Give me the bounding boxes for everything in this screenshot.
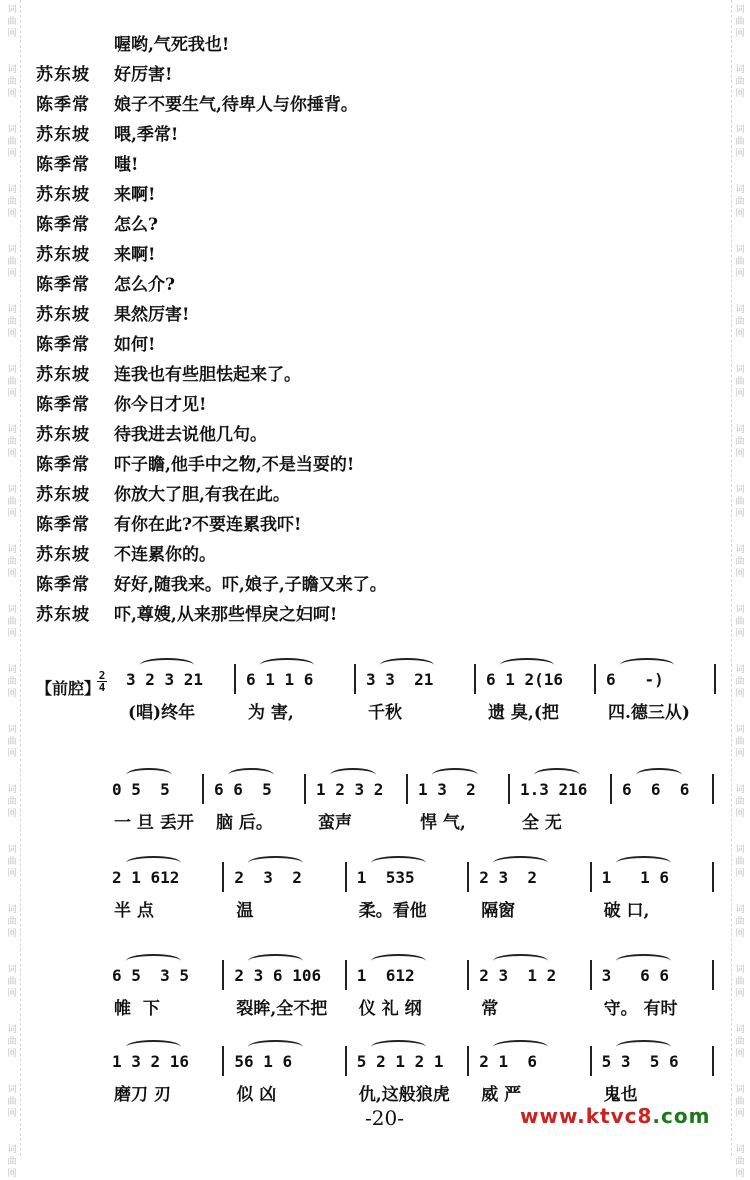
bar-line bbox=[222, 862, 224, 892]
watermark-seal: 词 曲 网 bbox=[7, 845, 17, 879]
dialogue-line bbox=[36, 510, 301, 540]
measure-notes: 6 -) bbox=[606, 670, 664, 689]
watermark-seal: 词 曲 网 bbox=[7, 65, 17, 99]
slur-mark bbox=[616, 954, 671, 968]
measure-notes: 6 6 6 bbox=[622, 780, 690, 799]
speaker-name: 苏东坡 bbox=[36, 545, 90, 565]
watermark-seal: 词 曲 网 bbox=[7, 665, 17, 699]
measure-notes: 3 6 6 bbox=[601, 966, 670, 985]
bar-line bbox=[467, 862, 469, 892]
lyric-text: 守。 有时 bbox=[603, 999, 678, 1019]
bar-line bbox=[354, 664, 356, 694]
right-watermark-strip bbox=[731, 0, 748, 1179]
meter-top: 2 bbox=[98, 669, 106, 682]
watermark-seal: 词 曲 网 bbox=[7, 5, 17, 39]
watermark-seal: 词 曲 网 bbox=[7, 485, 17, 519]
slur-mark bbox=[616, 1040, 671, 1054]
speaker-name: 陈季常 bbox=[36, 275, 90, 295]
slur-mark bbox=[616, 856, 671, 870]
measure-notes: 2 3 6 106 bbox=[234, 966, 322, 985]
dialogue-line bbox=[36, 330, 155, 360]
page-number: -20- bbox=[365, 1106, 404, 1130]
bar-line bbox=[222, 960, 224, 990]
slur-mark bbox=[534, 768, 580, 782]
measure-notes: 1 3 2 16 bbox=[112, 1052, 190, 1071]
dialogue-line bbox=[36, 120, 178, 150]
lyric-text: 常 bbox=[481, 999, 499, 1019]
time-signature bbox=[97, 670, 107, 693]
speech-text: 不连累你的。 bbox=[114, 545, 216, 565]
speech-text: 怎么? bbox=[114, 215, 158, 235]
watermark-seal: 词 曲 网 bbox=[7, 425, 17, 459]
dialogue-line bbox=[36, 60, 172, 90]
measure-notes: 5 3 5 6 bbox=[601, 1052, 679, 1071]
speech-text: 你今日才见! bbox=[114, 395, 207, 415]
lyric-text: 脑 后。 bbox=[216, 813, 273, 833]
notes-row bbox=[104, 1046, 724, 1076]
dialogue-line bbox=[36, 180, 155, 210]
slur-mark bbox=[140, 658, 194, 672]
lyric-text: 蛮声 bbox=[318, 813, 352, 833]
measure-notes: 3 2 3 21 bbox=[126, 670, 204, 689]
speaker-name: 苏东坡 bbox=[36, 605, 90, 625]
speech-text: 喂,季常! bbox=[114, 125, 179, 145]
left-watermark-strip bbox=[4, 0, 21, 1179]
speaker-name: 苏东坡 bbox=[36, 125, 90, 145]
measure-notes: 2 1 612 bbox=[112, 868, 180, 887]
measure-notes: 2 1 6 bbox=[479, 1052, 537, 1071]
slur-mark bbox=[493, 856, 548, 870]
site-part-1: www. bbox=[520, 1104, 586, 1128]
dialogue-line bbox=[36, 600, 337, 630]
watermark-seal: 词 曲 网 bbox=[735, 65, 745, 99]
lyric-text: 裂眸,全不把 bbox=[236, 999, 328, 1019]
slur-mark bbox=[500, 658, 554, 672]
speaker-name: 陈季常 bbox=[36, 215, 90, 235]
bar-line bbox=[222, 1046, 224, 1076]
dialogue-line bbox=[36, 90, 358, 120]
watermark-seal: 词 曲 网 bbox=[735, 245, 745, 279]
bar-line bbox=[345, 960, 347, 990]
slur-mark bbox=[126, 1040, 181, 1054]
speech-text: 好厉害! bbox=[114, 65, 173, 85]
speech-text: 如何! bbox=[114, 335, 156, 355]
dialogue-line bbox=[36, 300, 189, 330]
measure-notes: 3 3 21 bbox=[366, 670, 434, 689]
slur-mark bbox=[228, 768, 274, 782]
watermark-seal: 词 曲 网 bbox=[735, 1145, 745, 1179]
bar-line bbox=[234, 664, 236, 694]
watermark-seal: 词 曲 网 bbox=[735, 5, 745, 39]
bar-line bbox=[712, 960, 714, 990]
bar-line bbox=[202, 774, 204, 804]
watermark-seal: 词 曲 网 bbox=[735, 545, 745, 579]
bar-line bbox=[590, 960, 592, 990]
bar-line bbox=[594, 664, 596, 694]
site-watermark-logo bbox=[520, 1104, 710, 1128]
measure-notes: 1 2 3 2 bbox=[316, 780, 384, 799]
lyric-text: 四.德三从) bbox=[608, 703, 690, 723]
measure-notes: 2 3 2 bbox=[479, 868, 537, 887]
watermark-seal: 词 曲 网 bbox=[7, 725, 17, 759]
slur-mark bbox=[620, 658, 674, 672]
watermark-seal: 词 曲 网 bbox=[735, 125, 745, 159]
bar-line bbox=[467, 960, 469, 990]
speech-text: 吓,尊嫂,从来那些悍戾之妇呵! bbox=[114, 605, 338, 625]
measure-notes: 6 1 1 6 bbox=[246, 670, 314, 689]
lyric-text: 千秋 bbox=[368, 703, 402, 723]
speaker-name: 苏东坡 bbox=[36, 365, 90, 385]
dialogue-line bbox=[36, 450, 354, 480]
notes-row bbox=[118, 664, 738, 694]
measure-notes: 5 2 1 2 1 bbox=[356, 1052, 444, 1071]
measure-notes: 2 3 2 bbox=[234, 868, 302, 887]
speaker-name: 苏东坡 bbox=[36, 305, 90, 325]
measure-notes: 1.3 216 bbox=[520, 780, 588, 799]
lyric-text: 磨刀 刃 bbox=[114, 1085, 171, 1105]
lyric-text: 隔窗 bbox=[481, 901, 516, 921]
speech-text: 果然厉害! bbox=[114, 305, 190, 325]
dialogue-line bbox=[36, 390, 206, 420]
lyric-text: 威 严 bbox=[481, 1085, 522, 1105]
notes-row bbox=[104, 862, 724, 892]
watermark-seal: 词 曲 网 bbox=[7, 365, 17, 399]
watermark-seal: 词 曲 网 bbox=[735, 965, 745, 999]
watermark-seal: 词 曲 网 bbox=[735, 605, 745, 639]
watermark-seal: 词 曲 网 bbox=[735, 365, 745, 399]
bar-line bbox=[712, 774, 714, 804]
watermark-seal: 词 曲 网 bbox=[7, 185, 17, 219]
lyric-text: 温 bbox=[236, 901, 254, 921]
watermark-seal: 词 曲 网 bbox=[7, 605, 17, 639]
watermark-seal: 词 曲 网 bbox=[735, 1025, 745, 1059]
watermark-seal: 词 曲 网 bbox=[735, 665, 745, 699]
site-part-3: .com bbox=[652, 1104, 711, 1128]
speech-text: 好好,随我来。吓,娘子,子瞻又来了。 bbox=[114, 575, 387, 595]
slur-mark bbox=[380, 658, 434, 672]
site-part-2: ktvc8 bbox=[585, 1104, 653, 1128]
notes-row bbox=[104, 774, 724, 804]
speaker-name: 陈季常 bbox=[36, 155, 90, 175]
speaker-name: 苏东坡 bbox=[36, 425, 90, 445]
slur-mark bbox=[330, 768, 376, 782]
dialogue-line bbox=[36, 420, 267, 450]
measure-notes: 6 1 2(16 bbox=[486, 670, 564, 689]
watermark-seal: 词 曲 网 bbox=[735, 425, 745, 459]
measure-notes: 6 6 5 bbox=[214, 780, 272, 799]
watermark-seal: 词 曲 网 bbox=[735, 485, 745, 519]
watermark-seal: 词 曲 网 bbox=[7, 1025, 17, 1059]
watermark-seal: 词 曲 网 bbox=[735, 1085, 745, 1119]
lyric-text: 柔。看他 bbox=[358, 901, 427, 921]
lyric-text: 鬼也 bbox=[603, 1085, 638, 1105]
dialogue-line bbox=[36, 360, 301, 390]
slur-mark bbox=[371, 954, 426, 968]
meter-bottom: 4 bbox=[98, 681, 106, 694]
dialogue-line bbox=[36, 270, 175, 300]
dialogue-line bbox=[36, 210, 158, 240]
speech-text: 嗤! bbox=[114, 155, 139, 175]
bar-line bbox=[474, 664, 476, 694]
lyric-text: 悍 气, bbox=[420, 813, 466, 833]
measure-notes: 6 5 3 5 bbox=[112, 966, 190, 985]
watermark-seal: 词 曲 网 bbox=[7, 1145, 17, 1179]
watermark-seal: 词 曲 网 bbox=[7, 125, 17, 159]
lyric-text: 遗 臭,(把 bbox=[488, 703, 559, 723]
slur-mark bbox=[126, 954, 181, 968]
slur-mark bbox=[248, 954, 303, 968]
lyric-text: 一 旦 丢开 bbox=[114, 813, 194, 833]
lyric-text: 破 口, bbox=[603, 901, 650, 921]
bar-line bbox=[610, 774, 612, 804]
dialogue-line bbox=[36, 570, 387, 600]
bar-line bbox=[590, 1046, 592, 1076]
speaker-name: 陈季常 bbox=[36, 395, 90, 415]
speaker-name: 苏东坡 bbox=[36, 485, 90, 505]
dialogue-line bbox=[36, 150, 138, 180]
watermark-seal: 词 曲 网 bbox=[735, 905, 745, 939]
measure-notes: 1 1 6 bbox=[601, 868, 670, 887]
speaker-name: 苏东坡 bbox=[36, 65, 90, 85]
dialogue-continuation: 喔哟,气死我也! bbox=[114, 35, 230, 55]
slur-mark bbox=[260, 658, 314, 672]
bar-line bbox=[406, 774, 408, 804]
lyric-text: 似 凶 bbox=[236, 1085, 277, 1105]
dialogue-line bbox=[36, 240, 155, 270]
slur-mark bbox=[371, 1040, 426, 1054]
speech-text: 连我也有些胆怯起来了。 bbox=[114, 365, 301, 385]
measure-notes: 1 612 bbox=[356, 966, 415, 985]
speaker-name: 陈季常 bbox=[36, 575, 90, 595]
slur-mark bbox=[432, 768, 478, 782]
measure-notes: 1 3 2 bbox=[418, 780, 476, 799]
bar-line bbox=[304, 774, 306, 804]
score-intro-label: 【前腔】 bbox=[36, 679, 101, 698]
measure-notes: 2 3 1 2 bbox=[479, 966, 557, 985]
lyric-text: 半 点 bbox=[114, 901, 154, 921]
watermark-seal: 词 曲 网 bbox=[735, 305, 745, 339]
speech-text: 待我进去说他几句。 bbox=[114, 425, 267, 445]
watermark-seal: 词 曲 网 bbox=[735, 185, 745, 219]
speaker-name: 陈季常 bbox=[36, 515, 90, 535]
bar-line bbox=[467, 1046, 469, 1076]
dialogue-line bbox=[36, 540, 216, 570]
bar-line bbox=[714, 664, 716, 694]
speaker-name: 陈季常 bbox=[36, 95, 90, 115]
watermark-seal: 词 曲 网 bbox=[7, 785, 17, 819]
notes-row bbox=[104, 960, 724, 990]
speaker-name: 苏东坡 bbox=[36, 185, 90, 205]
slur-mark bbox=[126, 856, 181, 870]
speech-text: 娘子不要生气,待卑人与你捶背。 bbox=[114, 95, 358, 115]
measure-notes: 1 535 bbox=[356, 868, 415, 887]
speech-text: 来啊! bbox=[114, 245, 156, 265]
bar-line bbox=[590, 862, 592, 892]
measure-notes: 56 1 6 bbox=[234, 1052, 293, 1071]
speaker-name: 陈季常 bbox=[36, 335, 90, 355]
watermark-seal: 词 曲 网 bbox=[7, 245, 17, 279]
watermark-seal: 词 曲 网 bbox=[7, 905, 17, 939]
slur-mark bbox=[636, 768, 682, 782]
slur-mark bbox=[248, 856, 303, 870]
bar-line bbox=[712, 1046, 714, 1076]
speech-text: 你放大了胆,有我在此。 bbox=[114, 485, 290, 505]
measure-notes: 0 5 5 bbox=[112, 780, 170, 799]
speaker-name: 陈季常 bbox=[36, 455, 90, 475]
slur-mark bbox=[248, 1040, 303, 1054]
watermark-seal: 词 曲 网 bbox=[7, 965, 17, 999]
bar-line bbox=[712, 862, 714, 892]
speech-text: 怎么介? bbox=[114, 275, 175, 295]
watermark-seal: 词 曲 网 bbox=[735, 725, 745, 759]
lyric-text: 全 无 bbox=[522, 813, 562, 833]
lyric-text: 仇,这般狼虎 bbox=[358, 1085, 450, 1105]
watermark-seal: 词 曲 网 bbox=[7, 545, 17, 579]
speaker-name: 苏东坡 bbox=[36, 245, 90, 265]
speech-text: 吓子瞻,他手中之物,不是当耍的! bbox=[114, 455, 355, 475]
lyric-text: 仪 礼 纲 bbox=[358, 999, 422, 1019]
bar-line bbox=[508, 774, 510, 804]
speech-text: 有你在此?不要连累我吓! bbox=[114, 515, 302, 535]
speech-text: 来啊! bbox=[114, 185, 156, 205]
slur-mark bbox=[126, 768, 172, 782]
watermark-seal: 词 曲 网 bbox=[735, 785, 745, 819]
slur-mark bbox=[371, 856, 426, 870]
lyric-text: (唱)终年 bbox=[128, 703, 196, 723]
lyric-text: 为 害, bbox=[248, 703, 294, 723]
slur-mark bbox=[493, 954, 548, 968]
slur-mark bbox=[493, 1040, 548, 1054]
watermark-seal: 词 曲 网 bbox=[735, 845, 745, 879]
dialogue-line bbox=[36, 480, 290, 510]
bar-line bbox=[345, 862, 347, 892]
watermark-seal: 词 曲 网 bbox=[7, 305, 17, 339]
bar-line bbox=[345, 1046, 347, 1076]
watermark-seal: 词 曲 网 bbox=[7, 1085, 17, 1119]
lyric-text: 帷 下 bbox=[114, 999, 160, 1019]
